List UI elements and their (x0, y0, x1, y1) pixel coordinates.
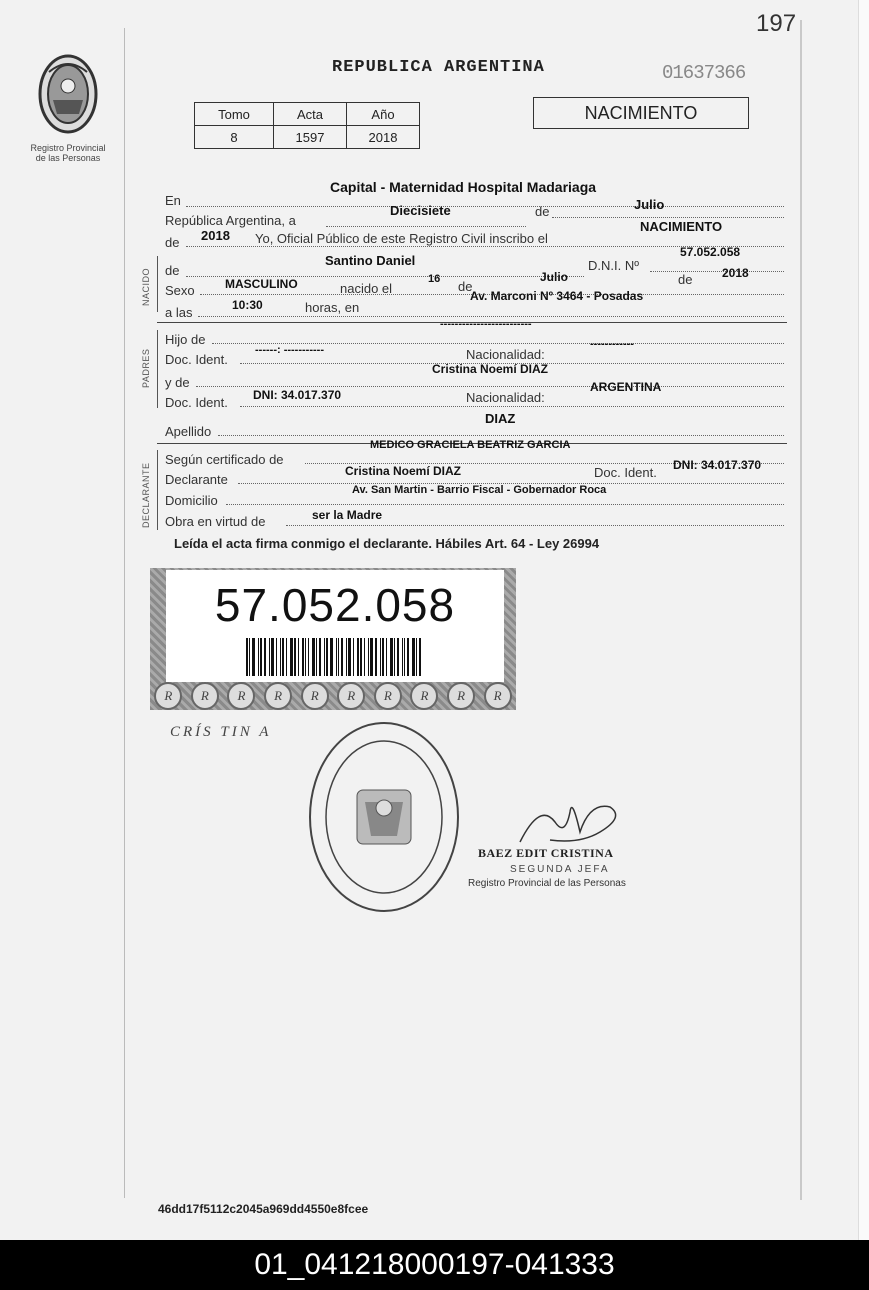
barcode-bar (402, 638, 403, 676)
barcode-bar (305, 638, 306, 676)
barcode-bar (316, 638, 317, 676)
label-de-anio: de (165, 235, 180, 250)
value-padre: ------------------------- (440, 318, 532, 330)
dni-sticker-number: 57.052.058 (214, 579, 456, 631)
signatory-name: BAEZ EDIT CRISTINA (478, 846, 614, 860)
dotted-line (286, 525, 784, 526)
barcode-bar (360, 638, 362, 676)
logo-text-1: Registro Provincial (30, 143, 106, 153)
value-lugar: Capital - Maternidad Hospital Madariaga (330, 179, 597, 195)
barcode-bar (416, 638, 417, 676)
label-de-mes: de (535, 204, 550, 219)
barcode (246, 638, 450, 676)
value-nac-mes: Julio (540, 270, 569, 284)
barcode-bar (380, 638, 381, 676)
value-domicilio: Av. San Martin - Barrio Fiscal - Gobernador Roca (352, 484, 607, 496)
barcode-bar (252, 638, 255, 676)
barcode-bar (368, 638, 369, 676)
barcode-bar (375, 638, 377, 676)
barcode-bar (326, 638, 328, 676)
sticker-pattern (150, 682, 516, 710)
label-nacionalidad-1: Nacionalidad: (466, 347, 545, 362)
signatory-org: Registro Provincial de las Personas (468, 878, 626, 889)
label-de-nac-mes: de (458, 279, 473, 294)
label-y-de: y de (165, 375, 190, 390)
value-lugar-nac: Av. Marconi Nº 3464 - Posadas (470, 289, 644, 303)
dotted-line (218, 435, 784, 436)
document-hash: 46dd17f5112c2045a969dd4550e8fcee (158, 1202, 369, 1216)
value-obra: ser la Madre (312, 508, 383, 522)
value-apellido: DIAZ (485, 411, 516, 426)
barcode-bar (269, 638, 270, 676)
registry-logo (22, 52, 114, 163)
label-doc-ident-decl: Doc. Ident. (594, 465, 657, 480)
label-domicilio: Domicilio (165, 493, 218, 508)
label-obra: Obra en virtud de (165, 514, 266, 529)
r-mark-icon: R (191, 682, 219, 710)
official-seal-icon (305, 718, 463, 916)
value-tipo: NACIMIENTO (640, 219, 723, 234)
value-nombre: Santino Daniel (325, 253, 416, 268)
document-title: REPUBLICA ARGENTINA (332, 58, 545, 77)
barcode-bar (419, 638, 421, 676)
r-mark-icon: R (154, 682, 182, 710)
barcode-bar (312, 638, 315, 676)
label-republica: República Argentina, a (165, 213, 296, 228)
barcode-bar (271, 638, 274, 676)
value-padre-nac: ------------ (590, 338, 634, 350)
barcode-bar (264, 638, 266, 676)
dotted-line (226, 504, 784, 505)
value-dia: Diecisiete (390, 203, 451, 218)
barcode-bar (346, 638, 347, 676)
value-sexo: MASCULINO (225, 277, 298, 291)
label-de-nombre: de (165, 263, 180, 278)
value-anio: 2018 (201, 228, 230, 243)
left-margin-line (124, 28, 125, 1198)
barcode-bar (412, 638, 415, 676)
barcode-bar (249, 638, 250, 676)
barcode-bar (319, 638, 321, 676)
barcode-bar (282, 638, 284, 676)
barcode-bar (386, 638, 387, 676)
side-label-padres: PADRES (141, 348, 151, 388)
dotted-line (650, 271, 784, 272)
section-bracket-declarante (157, 450, 158, 530)
dotted-line (186, 206, 784, 207)
value-declarante: Cristina Noemí DIAZ (345, 464, 462, 478)
barcode-bar (324, 638, 325, 676)
section-bracket-padres (157, 330, 158, 408)
side-label-declarante: DECLARANTE (141, 462, 151, 528)
value-declarante-doc: DNI: 34.017.370 (673, 458, 762, 472)
page-edge (858, 0, 869, 1240)
label-horas-en: horas, en (305, 300, 360, 315)
barcode-bar (308, 638, 309, 676)
closing-statement: Leída el acta firma conmigo el declarante. Hábiles Art. 64 - Ley 26994 (174, 536, 600, 551)
barcode-bar (397, 638, 399, 676)
table-header: Año (347, 103, 420, 126)
section-bracket-nacido (157, 256, 158, 312)
label-hijo-de: Hijo de (165, 332, 206, 347)
label-nacido-el: nacido el (340, 281, 393, 296)
barcode-bar (246, 638, 248, 676)
barcode-bar (404, 638, 405, 676)
barcode-bar (286, 638, 287, 676)
barcode-bar (290, 638, 293, 676)
barcode-bar (364, 638, 365, 676)
record-type-box: NACIMIENTO (533, 97, 749, 129)
barcode-bar (357, 638, 359, 676)
r-mark-icon: R (227, 682, 255, 710)
dotted-line (552, 217, 784, 218)
r-mark-icon: R (410, 682, 438, 710)
barcode-bar (294, 638, 296, 676)
table-header: Acta (274, 103, 347, 126)
label-a-las: a las (165, 305, 193, 320)
value-nac-dia: 16 (428, 273, 441, 285)
value-certificado: MEDICO GRACIELA BEATRIZ GARCIA (370, 439, 571, 451)
barcode-bar (394, 638, 395, 676)
barcode-bar (353, 638, 354, 676)
table-header: Tomo (195, 103, 274, 126)
value-nac-anio: 2018 (722, 266, 749, 280)
barcode-bar (298, 638, 299, 676)
logo-text-2: de las Personas (35, 153, 101, 163)
side-label-nacido: NACIDO (141, 267, 151, 306)
dotted-line (198, 316, 784, 317)
barcode-bar (280, 638, 281, 676)
r-mark-icon: R (337, 682, 365, 710)
label-apellido: Apellido (165, 424, 212, 439)
value-madre-nac: ARGENTINA (590, 380, 662, 394)
r-mark-icon: R (301, 682, 329, 710)
label-segun-cert: Según certificado de (165, 452, 284, 467)
barcode-bar (407, 638, 409, 676)
r-mark-icon: R (374, 682, 402, 710)
label-doc-ident-2: Doc. Ident. (165, 395, 228, 410)
barcode-bar (330, 638, 333, 676)
value-hora: 10:30 (232, 298, 263, 312)
barcode-bar (390, 638, 393, 676)
label-sexo: Sexo (165, 283, 195, 298)
dotted-line (240, 406, 784, 407)
footer-id-bar: 01_041218000197-041333 (0, 1240, 869, 1290)
label-en: En (165, 193, 181, 208)
table-cell: 8 (195, 126, 274, 149)
barcode-bar (341, 638, 343, 676)
signature-icon (510, 792, 630, 852)
label-yo-oficial: Yo, Oficial Público de este Registro Civil inscribo el (255, 231, 548, 246)
value-padre-doc: ------: ----------- (255, 344, 324, 356)
label-declarante: Declarante (165, 472, 228, 487)
value-mes: Julio (634, 197, 665, 212)
barcode-bar (370, 638, 373, 676)
value-dni: 57.052.058 (680, 245, 741, 259)
barcode-bar (258, 638, 259, 676)
barcode-bar (348, 638, 351, 676)
serial-number: 01637366 (662, 62, 746, 84)
barcode-bar (336, 638, 337, 676)
record-table (194, 102, 420, 149)
barcode-bar (276, 638, 277, 676)
handwritten-name: CRÍS TIN A (170, 724, 272, 740)
crest-icon (35, 52, 101, 138)
barcode-bar (260, 638, 262, 676)
signatory-role: SEGUNDA JEFA (510, 864, 610, 875)
label-nacionalidad-2: Nacionalidad: (466, 390, 545, 405)
label-de-nac-anio: de (678, 272, 693, 287)
barcode-bar (302, 638, 304, 676)
value-madre: Cristina Noemí DIAZ (432, 362, 549, 376)
r-mark-icon: R (447, 682, 475, 710)
barcode-bar (338, 638, 339, 676)
r-mark-icon: R (484, 682, 512, 710)
dotted-line (196, 386, 784, 387)
r-mark-icon: R (264, 682, 292, 710)
label-doc-ident-1: Doc. Ident. (165, 352, 228, 367)
label-dni: D.N.I. Nº (588, 258, 639, 273)
barcode-bar (382, 638, 384, 676)
value-madre-doc: DNI: 34.017.370 (253, 388, 342, 402)
page-number: 197 (756, 10, 797, 37)
table-cell: 1597 (274, 126, 347, 149)
table-cell: 2018 (347, 126, 420, 149)
dotted-line (326, 226, 526, 227)
right-margin-line (800, 20, 802, 1200)
